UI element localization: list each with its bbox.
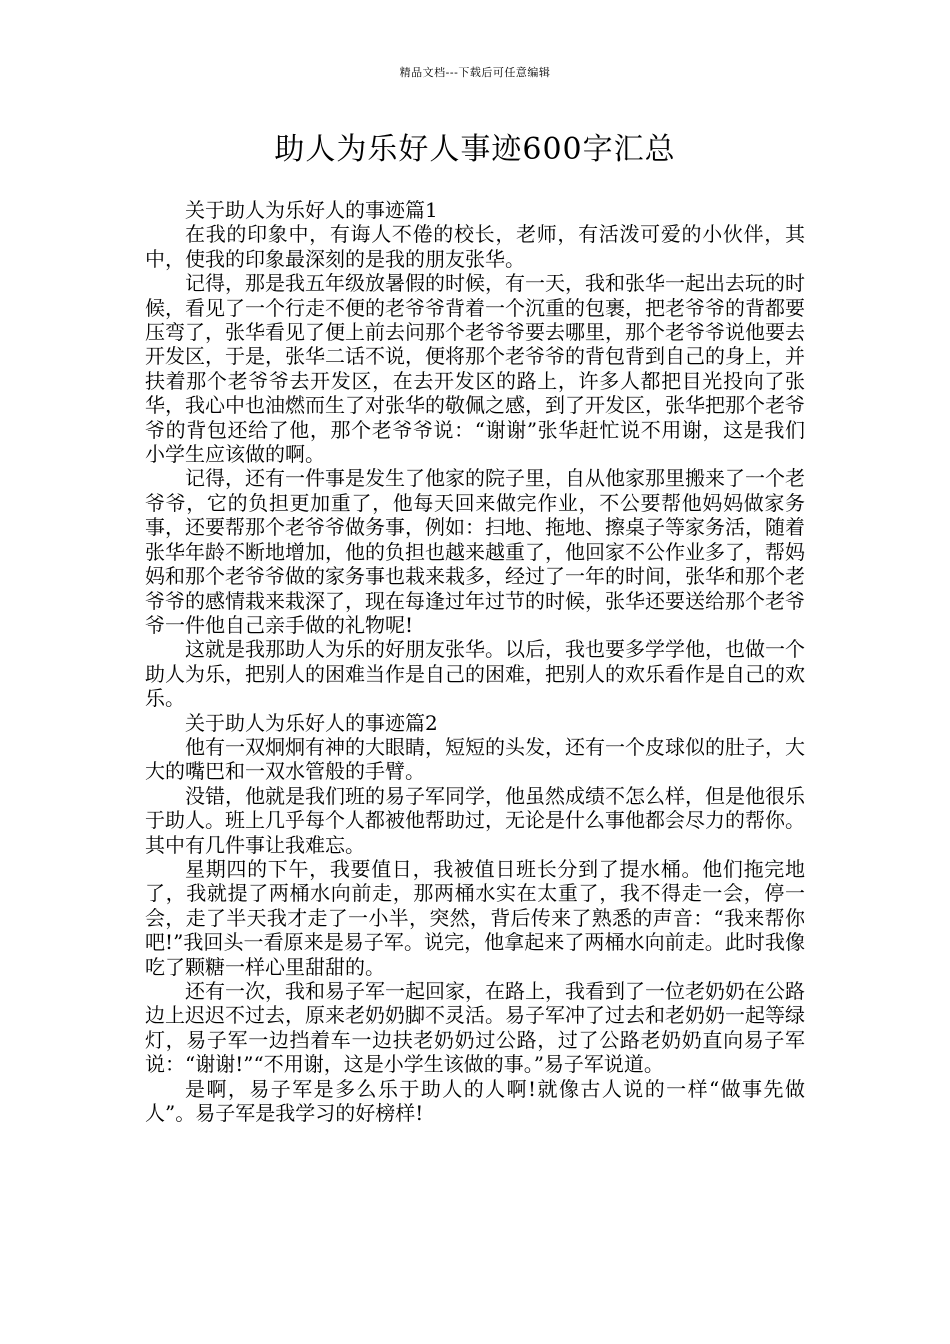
section-heading-2: 关于助人为乐好人的事迹篇2 (185, 710, 438, 735)
paragraph: 星期四的下午，我要值日，我被值日班长分到了提水桶。他们拖完地了，我就提了两桶水向前走，那两桶水实在太重了，我不得走一会，停一会，走了半天我才走了一小半，突然，背后传来了熟悉的声音：“我来帮你吧!”我回头一看原来是易子军。说完，他拿起来了两桶水向前走。此时我像吃了颗糖一样心里甜甜的。 (145, 856, 805, 979)
paragraph: 记得，那是我五年级放暑假的时候，有一天，我和张华一起出去玩的时候，看见了一个行走不便的老爷爷背着一个沉重的包裹，把老爷爷的背都要压弯了，张华看见了便上前去问那个老爷爷要去哪里，那个老爷爷说他要去开发区，于是，张华二话不说，便将那个老爷爷的背包背到自己的身上，并扶着那个老爷爷去开发区，在去开发区的路上，许多人都把目光投向了张华，我心中也油燃而生了对张华的敬佩之感，到了开发区，张华把那个老爷爷的背包还给了他，那个老爷爷说：“谢谢”张华赶忙说不用谢，这是我们小学生应该做的啊。 (145, 271, 805, 467)
document-body (145, 198, 805, 1125)
paragraph: 没错，他就是我们班的易子军同学，他虽然成绩不怎么样，但是他很乐于助人。班上几乎每个人都被他帮助过，无论是什么事他都会尽力的帮你。其中有几件事让我难忘。 (145, 783, 805, 857)
paragraph: 还有一次，我和易子军一起回家，在路上，我看到了一位老奶奶在公路边上迟迟不过去，原来老奶奶脚不灵活。易子军冲了过去和老奶奶一起等绿灯，易子军一边挡着车一边扶老奶奶过公路，过了公路老奶奶直向易子军说：“谢谢!”“不用谢，这是小学生该做的事。”易子军说道。 (145, 979, 805, 1077)
section-heading-1: 关于助人为乐好人的事迹篇1 (185, 198, 438, 222)
document-title: 助人为乐好人事迹600字汇总 (274, 132, 676, 167)
paragraph: 是啊，易子军是多么乐于助人的人啊!就像古人说的一样“做事先做人”。易子军是我学习的好榜样! (145, 1076, 805, 1126)
page-header: 精品文档---下载后可任意编辑 (399, 66, 551, 79)
paragraph: 在我的印象中，有诲人不倦的校长，老师，有活泼可爱的小伙伴，其中，使我的印象最深刻的是我的朋友张华。 (145, 222, 805, 271)
paragraph: 他有一双炯炯有神的大眼睛，短短的头发，还有一个皮球似的肚子，大大的嘴巴和一双水管般的手臂。 (145, 734, 805, 784)
paragraph: 记得，还有一件事是发生了他家的院子里，自从他家那里搬来了一个老爷爷，它的负担更加重了，他每天回来做完作业，不公要帮他妈妈做家务事，还要帮那个老爷爷做务事，例如：扫地、拖地、擦桌子等家务活，随着张华年龄不断地增加，他的负担也越来越重了，他回家不公作业多了，帮妈妈和那个老爷爷做的家务事也栽来栽多，经过了一年的时间，张华和那个老爷爷的感情栽来栽深了，现在每逢过年过节的时候，张华还要送给那个老爷爷一件他自己亲手做的礼物呢! (145, 466, 805, 637)
paragraph: 这就是我那助人为乐的好朋友张华。以后，我也要多学学他，也做一个助人为乐，把别人的困难当作是自己的困难，把别人的欢乐看作是自己的欢乐。 (145, 637, 805, 711)
